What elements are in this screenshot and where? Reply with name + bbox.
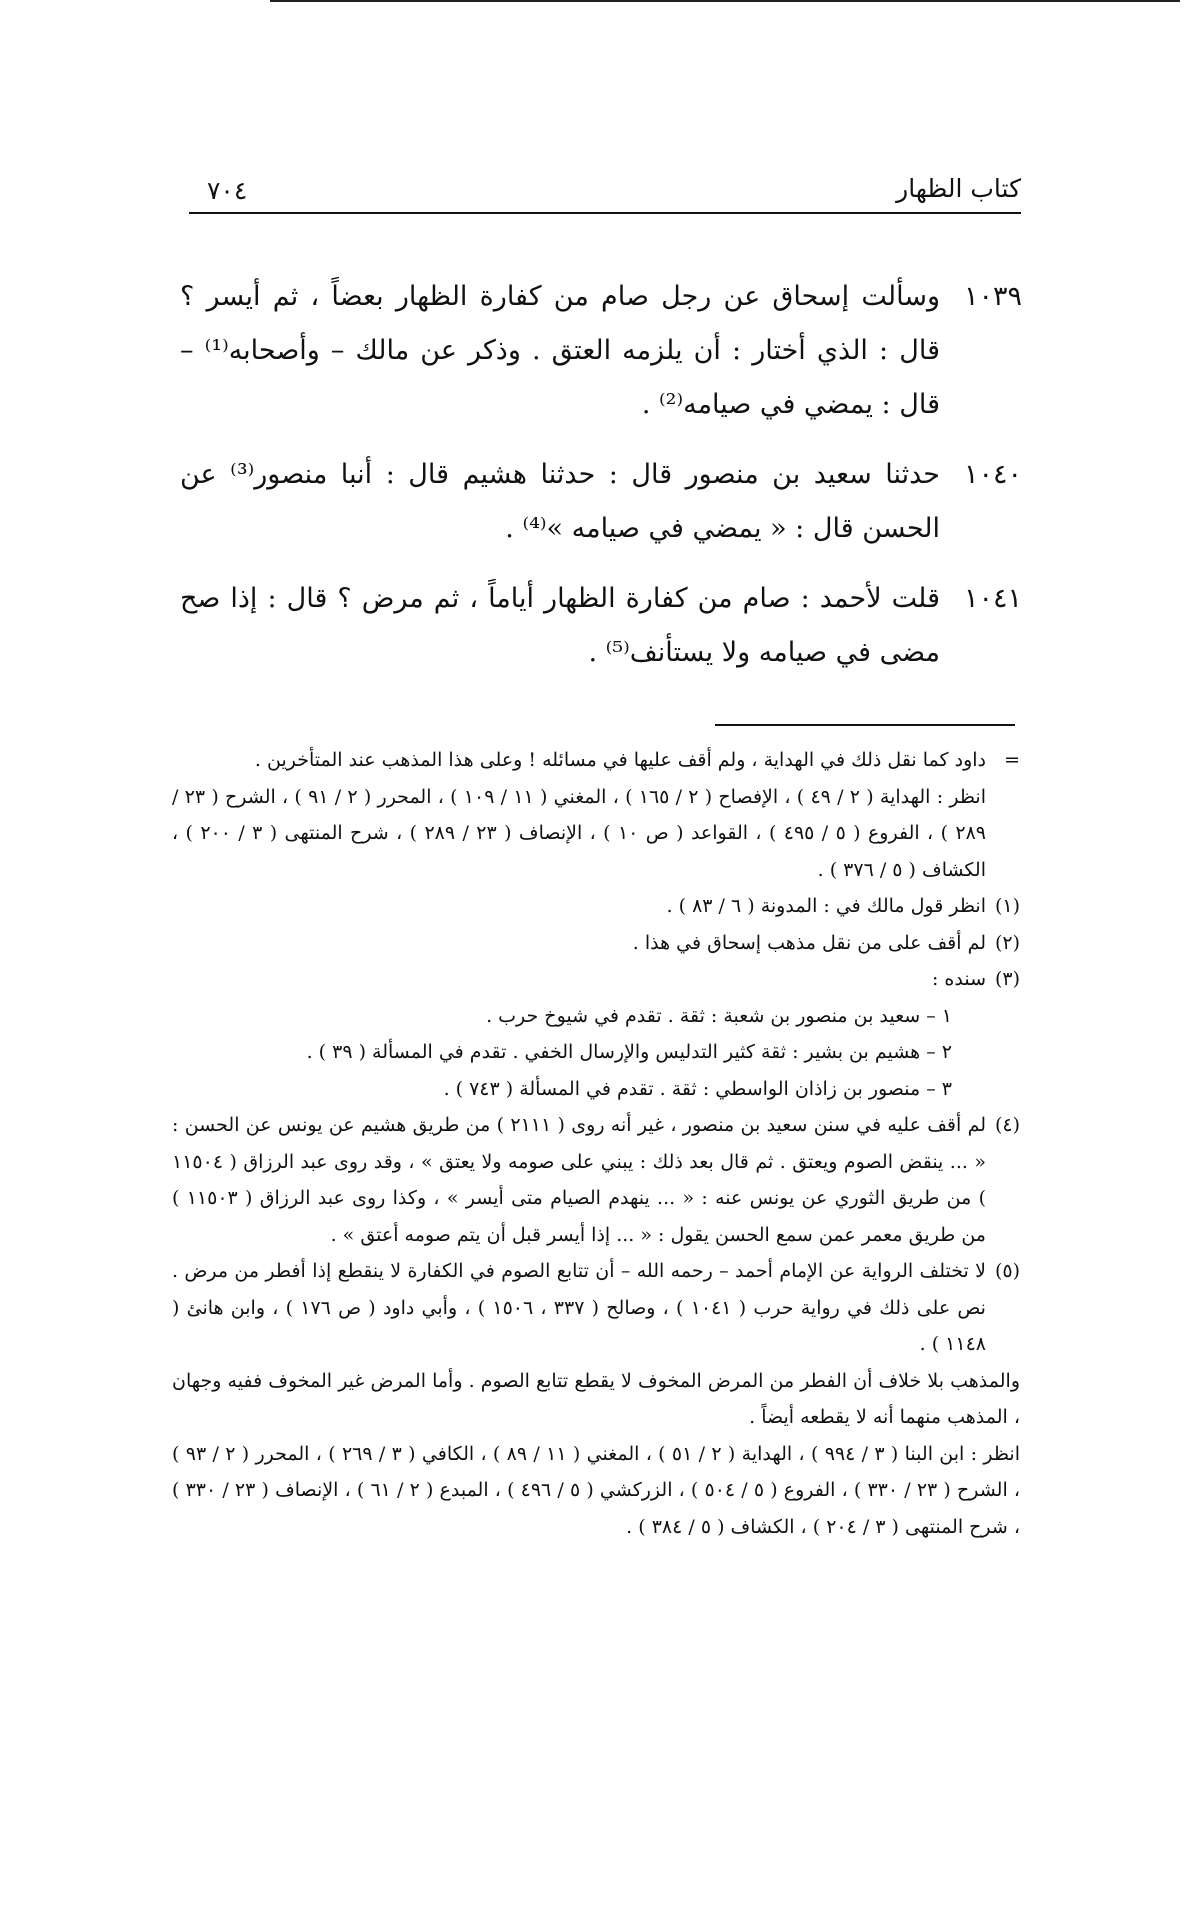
page-number: ٧٠٤	[207, 176, 248, 205]
entry-1040	[180, 448, 1022, 556]
footnote-2	[172, 925, 1020, 962]
chain-narrator-item: ٣ – منصور بن زاذان الواسطي : ثقة . تقدم في المسألة ( ٧٤٣ ) .	[443, 1077, 952, 1100]
footnote-3	[172, 961, 1020, 1107]
footnote-paragraph: انظر : ابن البنا ( ٣ / ٩٩٤ ) ، الهداية ( ٢ / ٥١ ) ، المغني ( ١١ / ٨٩ ) ، الكافي ( ٣ / ٢٦٩ ) ، المحرر ( ٢ / ٩٣ ) ، الشرح ( ٢٣ / ٣٣٠ ) ، الفروع ( ٥ / ٥٠٤ ) ، الزركشي ( ٥ / ٤٩٦ ) ، المبدع ( ٢ / ٦١ ) ، الإنصاف ( ٢٣ / ٣٣٠ ) ، شرح المنتهى ( ٣ / ٢٠٤ ) ، الكشاف ( ٥ / ٣٨٤ ) .	[172, 1442, 1021, 1538]
footnote-line: داود كما نقل ذلك في الهداية ، ولم أقف عليها في مسائله ! وعلى هذا المذهب عند المتأخرين .	[254, 749, 986, 771]
entry-number: ١٠٤٠	[963, 459, 1022, 490]
footnote-5	[172, 1253, 1020, 1363]
footnote-continuation	[172, 742, 1020, 888]
footnote-line: انظر : الهداية ( ٢ / ٤٩ ) ، الإفصاح ( ٢ / ١٦٥ ) ، المغني ( ١١ / ١٠٩ ) ، المحرر ( ٢ / ٩١ ) ، الشرح ( ٢٣ / ٢٨٩ ) ، الفروع ( ٥ / ٤٩٥ ) ، القواعد ( ص ١٠ ) ، الإنصاف ( ٢٣ / ٢٨٩ ) ، شرح المنتهى ( ٣ / ٢٠٠ ) ، الكشاف ( ٥ / ٣٧٦ ) .	[172, 785, 986, 881]
footnote-4	[172, 1107, 1020, 1253]
entry-text: قلت لأحمد : صام من كفارة الظهار أياماً ، ثم مرض ؟ قال : إذا صح مضى في صيامه ولا يستأنف⁽⁵⁾ .	[180, 583, 940, 668]
footnotes	[172, 742, 1020, 1545]
top-edge-rule	[270, 0, 1180, 2]
continuation-mark: =	[1004, 749, 1020, 771]
page-header	[189, 172, 1021, 214]
entry-1039	[180, 270, 1022, 432]
main-text	[180, 270, 1022, 696]
chain-narrator-item: ٢ – هشيم بن بشير : ثقة كثير التدليس والإرسال الخفي . تقدم في المسألة ( ٣٩ ) .	[306, 1041, 952, 1063]
entry-text: حدثنا سعيد بن منصور قال : حدثنا هشيم قال : أنبا منصور⁽³⁾ عن الحسن قال : « يمضي في صيامه »⁽⁴⁾ .	[180, 459, 940, 544]
footnote-paragraph: والمذهب بلا خلاف أن الفطر من المرض المخوف لا يقطع تتابع الصوم . وأما المرض غير المخوف ففيه وجهان ، المذهب منهما أنه لا يقطعه أيضاً .	[172, 1369, 1020, 1428]
footnote-separator	[715, 724, 1015, 726]
footnote-mark: (٥)	[994, 1260, 1020, 1282]
footnote-text: لم أقف عليه في سنن سعيد بن منصور ، غير أنه روى ( ٢١١١ ) من طريق هشيم عن يونس عن الحسن : « ... ينقض الصوم ويعتق . ثم قال بعد ذلك : يبني على صومه ولا يعتق » ، وقد روى عبد الرزاق ( ١١٥٠٤ ) من طريق الثوري عن يونس عنه : « ... ينهدم الصيام متى أيسر » ، وكذا روى عبد الرزاق ( ١١٥٠٣ ) من طريق معمر عمن سمع الحسن يقول : « ... إذا أيسر قبل أن يتم صومه أعتق » .	[172, 1114, 987, 1246]
footnote-mark: (٢)	[994, 931, 1020, 954]
footnote-paragraph: لا تختلف الرواية عن الإمام أحمد – رحمه الله – أن تتابع الصوم في الكفارة لا ينقطع إذا أفطر من مرض . نص على ذلك في رواية حرب ( ١٠٤١ ) ، وصالح ( ٣٣٧ ، ١٥٠٦ ) ، وأبي داود ( ص ١٧٦ ) ، وابن هانئ ( ١١٤٨ ) .	[172, 1260, 986, 1355]
footnote-mark: (٤)	[994, 1114, 1020, 1136]
entry-text: وسألت إسحاق عن رجل صام من كفارة الظهار بعضاً ، ثم أيسر ؟ قال : الذي أختار : أن يلزمه العتق . وذكر عن مالك – وأصحابه⁽¹⁾ – قال : يمضي في صيامه⁽²⁾ .	[180, 281, 940, 420]
entry-number: ١٠٤١	[963, 583, 1022, 614]
footnote-mark: (١)	[994, 895, 1020, 917]
chapter-title: كتاب الظهار	[896, 174, 1021, 203]
footnote-mark: (٣)	[994, 968, 1020, 990]
footnote-text: سنده :	[931, 968, 986, 990]
footnote-1	[172, 888, 1020, 925]
entry-number: ١٠٣٩	[963, 281, 1022, 312]
chain-narrator-item: ١ – سعيد بن منصور بن شعبة : ثقة . تقدم في شيوخ حرب .	[486, 1004, 952, 1027]
footnote-text: انظر قول مالك في : المدونة ( ٦ / ٨٣ ) .	[666, 895, 986, 917]
footnote-text: لم أقف على من نقل مذهب إسحاق في هذا .	[632, 931, 986, 954]
entry-1041	[180, 572, 1022, 680]
